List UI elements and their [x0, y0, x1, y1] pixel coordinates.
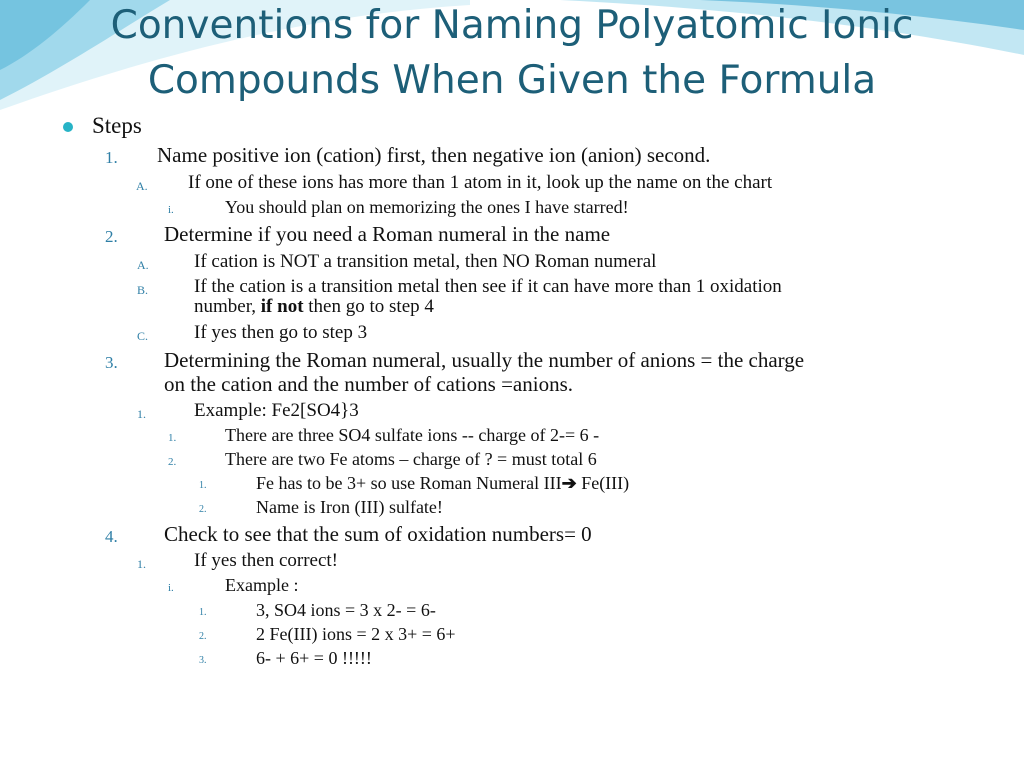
list-marker: 1.	[137, 407, 146, 421]
step-2-sub-b-post: then go to step 4	[308, 296, 434, 317]
step-4-example-text: Example :	[225, 575, 299, 595]
step-4-example-1-text: 3, SO4 ions = 3 x 2- = 6-	[256, 600, 436, 620]
list-marker: 2.	[199, 631, 207, 642]
step-1-sub-a-text: If one of these ions has more than 1 atom in it, look up the name on the chart	[188, 172, 773, 193]
step-2-sub-a-text: If cation is NOT a transition metal, then NO Roman numeral	[194, 251, 657, 272]
step-3-example-2-text: There are two Fe atoms – charge of ? = must total 6	[225, 449, 597, 469]
list-marker: 2.	[168, 456, 177, 468]
step-2-sub-c-text: If yes then go to step 3	[194, 322, 368, 343]
step-1-sub-a-i-text: You should plan on memorizing the ones I have starred!	[225, 197, 629, 217]
list-marker: i.	[168, 582, 174, 594]
list-marker: 1.	[137, 557, 146, 571]
step-3-example-2-1-text	[256, 473, 629, 494]
bullet-dot-icon	[63, 122, 73, 132]
list-marker: i.	[168, 204, 174, 216]
title-line-1: Conventions for Naming Polyatomic Ionic	[110, 3, 914, 48]
step-2-sub-b-line-2	[194, 296, 434, 318]
list-marker: 1.	[199, 607, 207, 618]
steps-label: Steps	[92, 113, 142, 138]
list-marker: 1.	[199, 480, 207, 491]
step-3-example-text: Example: Fe2[SO4}3	[194, 400, 359, 421]
list-marker: 2.	[199, 504, 207, 515]
step-4-text: Check to see that the sum of oxidation numbers= 0	[164, 522, 592, 546]
roman-numeral-text: Fe has to be 3+ so use Roman Numeral III	[256, 473, 562, 493]
step-4-example-3-text: 6- + 6+ = 0 !!!!!	[256, 648, 372, 668]
list-marker: C.	[137, 329, 149, 343]
list-marker: B.	[137, 283, 149, 297]
step-2-text: Determine if you need a Roman numeral in the name	[164, 222, 611, 246]
list-marker: A.	[137, 258, 149, 272]
step-2-sub-b-line-1: If the cation is a transition metal then see if it can have more than 1 oxidation	[194, 276, 782, 297]
list-marker: A.	[136, 179, 148, 193]
step-2-sub-b-bold: if not	[260, 296, 304, 317]
step-3-line-1: Determining the Roman numeral, usually the number of anions = the charge	[164, 348, 805, 372]
step-2-sub-b-pre: number,	[194, 296, 257, 317]
list-marker: 1.	[168, 432, 177, 444]
right-arrow-icon: ➔	[561, 473, 577, 493]
step-3-line-2: on the cation and the number of cations =anions.	[164, 372, 573, 396]
step-3-example-1-text: There are three SO4 sulfate ions -- charge of 2-= 6 -	[225, 425, 600, 445]
list-marker: 1.	[105, 148, 118, 167]
list-marker: 3.	[105, 353, 118, 372]
slide-title	[0, 0, 1024, 108]
title-line-2: Compounds When Given the Formula	[147, 58, 877, 103]
fe-iii-text: Fe(III)	[581, 473, 630, 493]
step-3-example-2-2-text: Name is Iron (III) sulfate!	[256, 497, 443, 517]
list-marker: 4.	[105, 527, 118, 546]
list-marker: 3.	[199, 655, 207, 666]
step-1-text: Name positive ion (cation) first, then negative ion (anion) second.	[157, 143, 711, 167]
step-4-example-2-text: 2 Fe(III) ions = 2 x 3+ = 6+	[256, 624, 456, 644]
step-4-sub-text: If yes then correct!	[194, 550, 339, 571]
list-marker: 2.	[105, 227, 118, 246]
